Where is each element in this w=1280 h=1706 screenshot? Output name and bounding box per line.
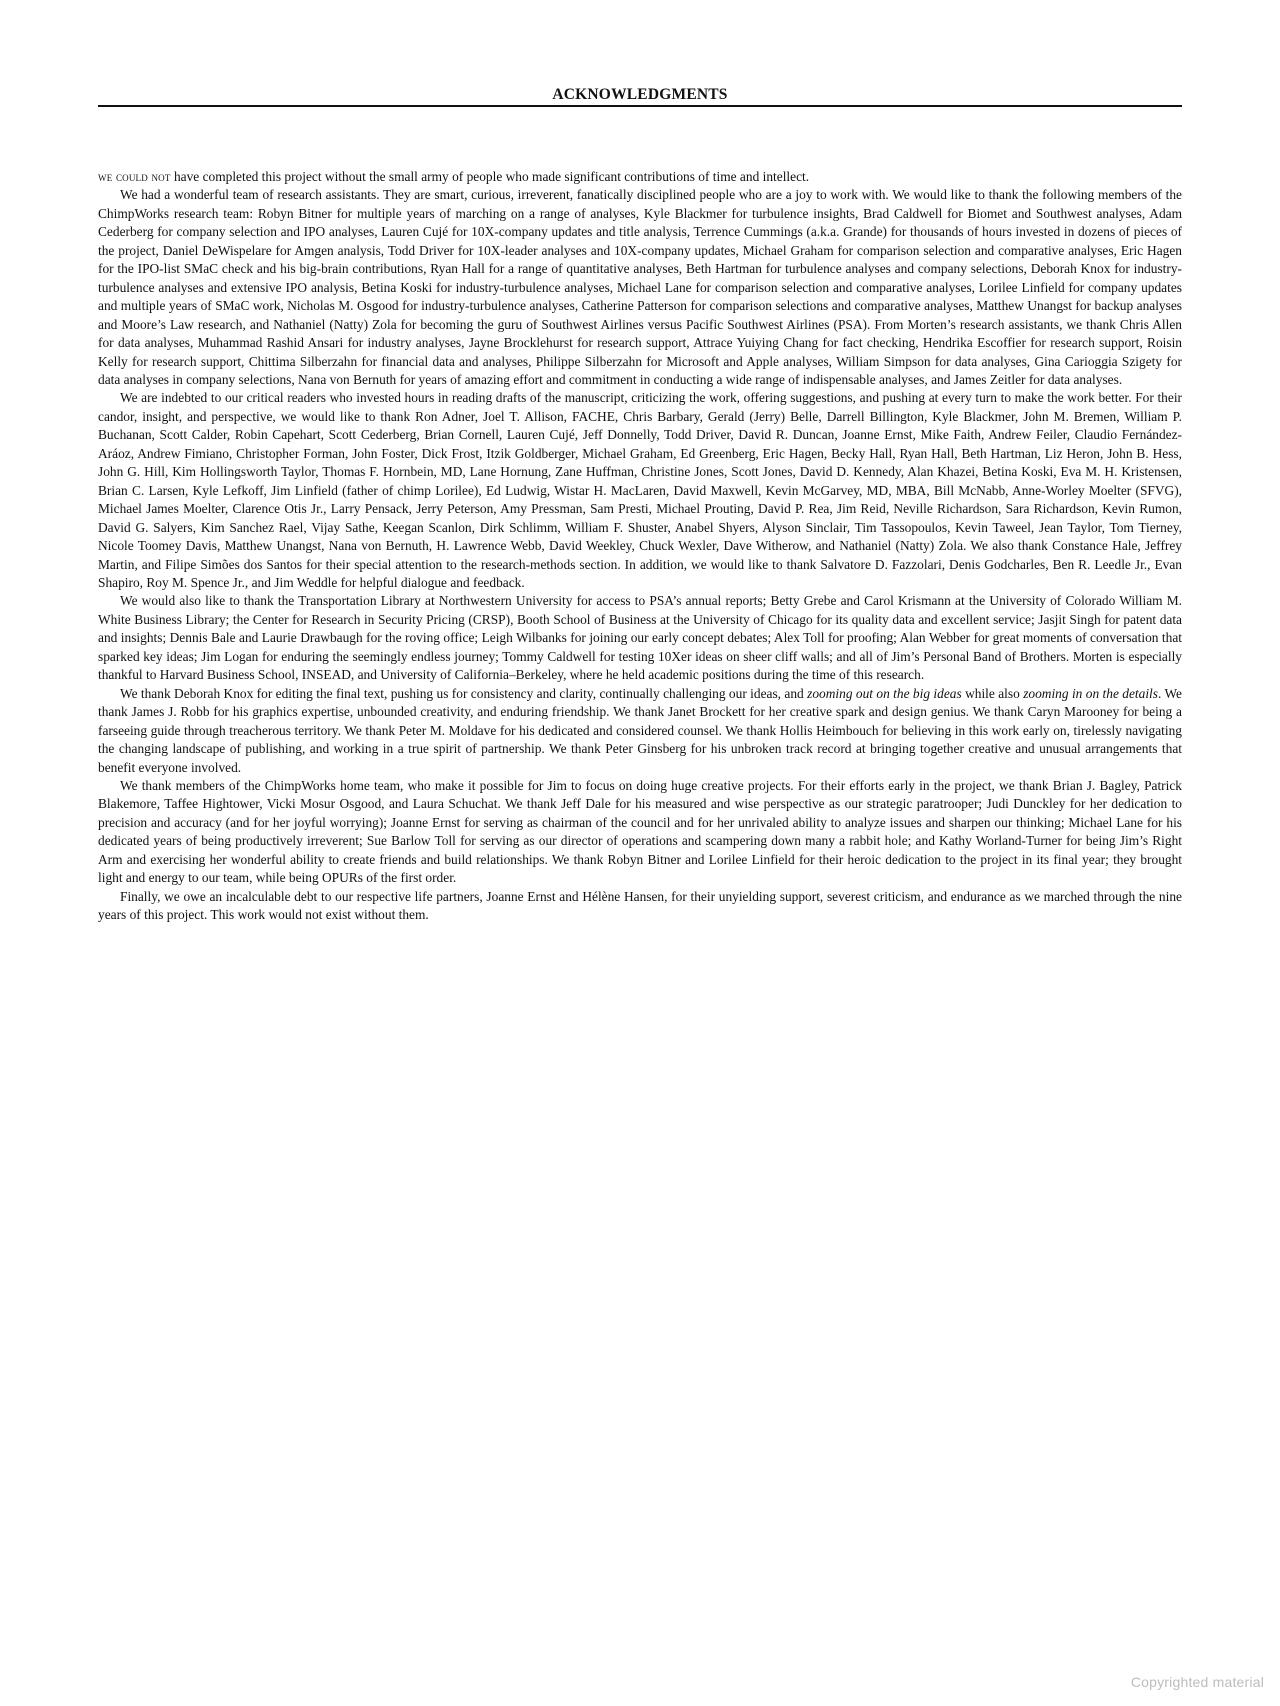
copyright-watermark: Copyrighted material xyxy=(1130,1674,1264,1690)
acknowledgments-body xyxy=(98,168,1182,925)
emphasis-zooming-out: zooming out on the big ideas xyxy=(807,685,962,701)
page-header xyxy=(98,86,1182,104)
paragraph-intro-text: have completed this project without the small army of people who made significant contributions of time and intellect. xyxy=(170,169,810,184)
title-rule xyxy=(98,105,1182,107)
paragraph-editors-part-c: . We thank James J. Robb for his graphics expertise, unbounded creativity, and enduring friendship. We thank Janet Brockett for her creative spark and design genius. We thank Caryn Marooney for being a farseeing guide through treacherous territory. We thank Peter M. Moldave for his dedicated and considered counsel. We thank Hollis Heimbouch for believing in this work early on, tirelessly navigating the changing landscape of publishing, and working in a true spirit of partnership. We thank Peter Ginsberg for his unbroken track record at bringing together creative and unusual arrangements that benefit everyone involved. xyxy=(98,685,1183,775)
paragraph-home-team: We thank members of the ChimpWorks home team, who make it possible for Jim to focus on doing huge creative projects. For their efforts early in the project, we thank Brian J. Bagley, Patrick Blakemore, Taffee Hightower, Vicki Mosur Osgood, and Laura Schuchat. We thank Jeff Dale for his measured and wise perspective as our strategic paratrooper; Judi Dunckley for her dedication to precision and accuracy (and for her joyful worrying); Joanne Ernst for serving as chairman of the council and for her unrivaled ability to analyze issues and sharpen our thinking; Michael Lane for his dedicated years of being productively irreverent; Sue Barlow Toll for serving as our director of operations and scampering down many a rabbit hole; and Kathy Worland-Turner for being Jim’s Right Arm and exercising her wonderful ability to create friends and build relationships. We thank Robyn Bitner and Lorilee Linfield for their heroic dedication to the project in its final year; they brought light and energy to our team, while being OPURs of the first order. xyxy=(98,777,1182,886)
paragraph-institutions: We would also like to thank the Transportation Library at Northwestern University for access to PSA’s annual reports; Betty Grebe and Carol Krismann at the University of Colorado William M. White Business Library; the Center for Research in Security Pricing (CRSP), Booth School of Business at the University of Chicago for its quality data and excellent service; Jasjit Singh for patent data and insights; Dennis Bale and Laurie Drawbaugh for the roving office; Leigh Wilbanks for joining our early concept debates; Alex Toll for proofing; Alan Webber for great moments of conversation that sparked key ideas; Jim Logan for enduring the seemingly endless journey; Tommy Caldwell for testing 10Xer ideas on sheer cliff walls; and all of Jim’s Personal Band of Brothers. Morten is especially thankful to Harvard Business School, INSEAD, and University of California–Berkeley, where he held academic positions during the time of this research. xyxy=(98,593,1182,683)
paragraph-research-assistants: We had a wonderful team of research assistants. They are smart, curious, irreverent, fanatically disciplined people who are a joy to work with. We would like to thank the following members of the ChimpWorks research team: Robyn Bitner for multiple years of marching on a range of analyses, Kyle Blackmer for turbulence insights, Brad Caldwell for Biomet and Southwest analyses, Adam Cederberg for company selection and IPO analyses, Lauren Cujé for 10X-company updates and title analysis, Terrence Cummings (a.k.a. Grande) for thousands of hours invested in dozens of pieces of the project, Daniel DeWispelare for Amgen analysis, Todd Driver for 10X-leader analyses and 10X-company updates, Michael Graham for comparison selection and comparative analyses, Eric Hagen for the IPO-list SMaC check and his big-brain contributions, Ryan Hall for a range of quantitative analyses, Beth Hartman for turbulence analyses and company selections, Deborah Knox for industry-turbulence analyses and extensive IPO analysis, Betina Koski for industry-turbulence analyses, Michael Lane for comparison selection and comparative analyses, Lorilee Linfield for company updates and multiple years of SMaC work, Nicholas M. Osgood for industry-turbulence analyses, Catherine Patterson for comparison selections and comparative analyses, Matthew Unangst for backup analyses and Moore’s Law research, and Nathaniel (Natty) Zola for becoming the guru of Southwest Airlines versus Pacific Southwest Airlines (PSA). From Morten’s research assistants, we thank Chris Allen for data analyses, Muhammad Rashid Ansari for industry analyses, Jayne Brocklehurst for research support, Attrace Yuiying Chang for fact checking, Hendrika Escoffier for research support, Roisin Kelly for research support, Chittima Silberzahn for financial data and analyses, Philippe Silberzahn for Microsoft and Apple analyses, William Simpson for data analyses, Gina Carioggia Szigety for data analyses in company selections, Nana von Bernuth for years of amazing effort and commitment in conducting a wide range of indispensable analyses, and James Zeitler for data analyses. xyxy=(98,187,1182,387)
paragraph-editors-part-a: We thank Deborah Knox for editing the final text, pushing us for consistency and clarity, continually challenging our ideas, and xyxy=(120,685,808,701)
paragraph-life-partners: Finally, we owe an incalculable debt to our respective life partners, Joanne Ernst and Hélène Hansen, for their unyielding support, severest criticism, and endurance as we marched through the nine years of this project. This work would not exist without them. xyxy=(98,888,1182,923)
emphasis-zooming-in: zooming in on the details xyxy=(1023,685,1158,701)
paragraph-intro xyxy=(98,168,1182,186)
paragraph-critical-readers: We are indebted to our critical readers who invested hours in reading drafts of the manuscript, criticizing the work, offering suggestions, and pushing at every turn to make the work better. For their candor, insight, and perspective, we would like to thank Ron Adner, Joel T. Allison, FACHE, Chris Barbary, Gerald (Jerry) Belle, Darrell Billington, Kyle Blackmer, John M. Bremen, William P. Buchanan, Scott Calder, Robin Capehart, Scott Cederberg, Brian Cornell, Lauren Cujé, Jeff Donnelly, Todd Driver, David R. Duncan, Joanne Ernst, Mike Faith, Andrew Feiler, Claudio Fernández-Aráoz, Andrew Fimiano, Christopher Forman, John Foster, Dick Frost, Itzik Goldberger, Michael Graham, Ed Greenberg, Eric Hagen, Becky Hall, Ryan Hall, Beth Hartman, Liz Heron, John B. Hess, John G. Hill, Kim Hollingsworth Taylor, Thomas F. Hornbein, MD, Lane Hornung, Zane Huffman, Christine Jones, Scott Jones, David D. Kennedy, Alan Khazei, Betina Koski, Eva M. H. Kristensen, Brian C. Larsen, Kyle Lefkoff, Jim Linfield (father of chimp Lorilee), Ed Ludwig, Wistar H. MacLaren, David Maxwell, Kevin McGarvey, MD, MBA, Bill McNabb, Anne-Worley Moelter (SFVG), Michael James Moelter, Clarence Otis Jr., Larry Pensack, Jerry Peterson, Amy Pressman, Sam Presti, Michael Prouting, David P. Rea, Jim Reid, Neville Richardson, Sara Richardson, Kevin Rumon, David G. Salyers, Kim Sanchez Rael, Vijay Sathe, Keegan Scanlon, Dirk Schlimm, William F. Shuster, Anabel Shyers, Alyson Sinclair, Tim Tassopoulos, Kevin Taweel, Jean Taylor, Tom Tierney, Nicole Toomey Davis, Matthew Unangst, Nana von Bernuth, H. Lawrence Webb, David Weekley, Chuck Wexler, Dave Witherow, and Nathaniel (Natty) Zola. We also thank Constance Hale, Jeffrey Martin, and Filipe Simões dos Santos for their special attention to the research-methods section. In addition, we would like to thank Salvatore D. Fazzolari, Denis Godcharles, Ben R. Leedle Jr., Evan Shapiro, Roy M. Spence Jr., and Jim Weddle for helpful dialogue and feedback. xyxy=(98,390,1182,590)
lead-in-small-caps: we could not xyxy=(98,169,171,184)
paragraph-editors xyxy=(98,685,1182,777)
paragraph-editors-part-b: while also xyxy=(961,685,1024,701)
page-title: ACKNOWLEDGMENTS xyxy=(552,86,728,103)
